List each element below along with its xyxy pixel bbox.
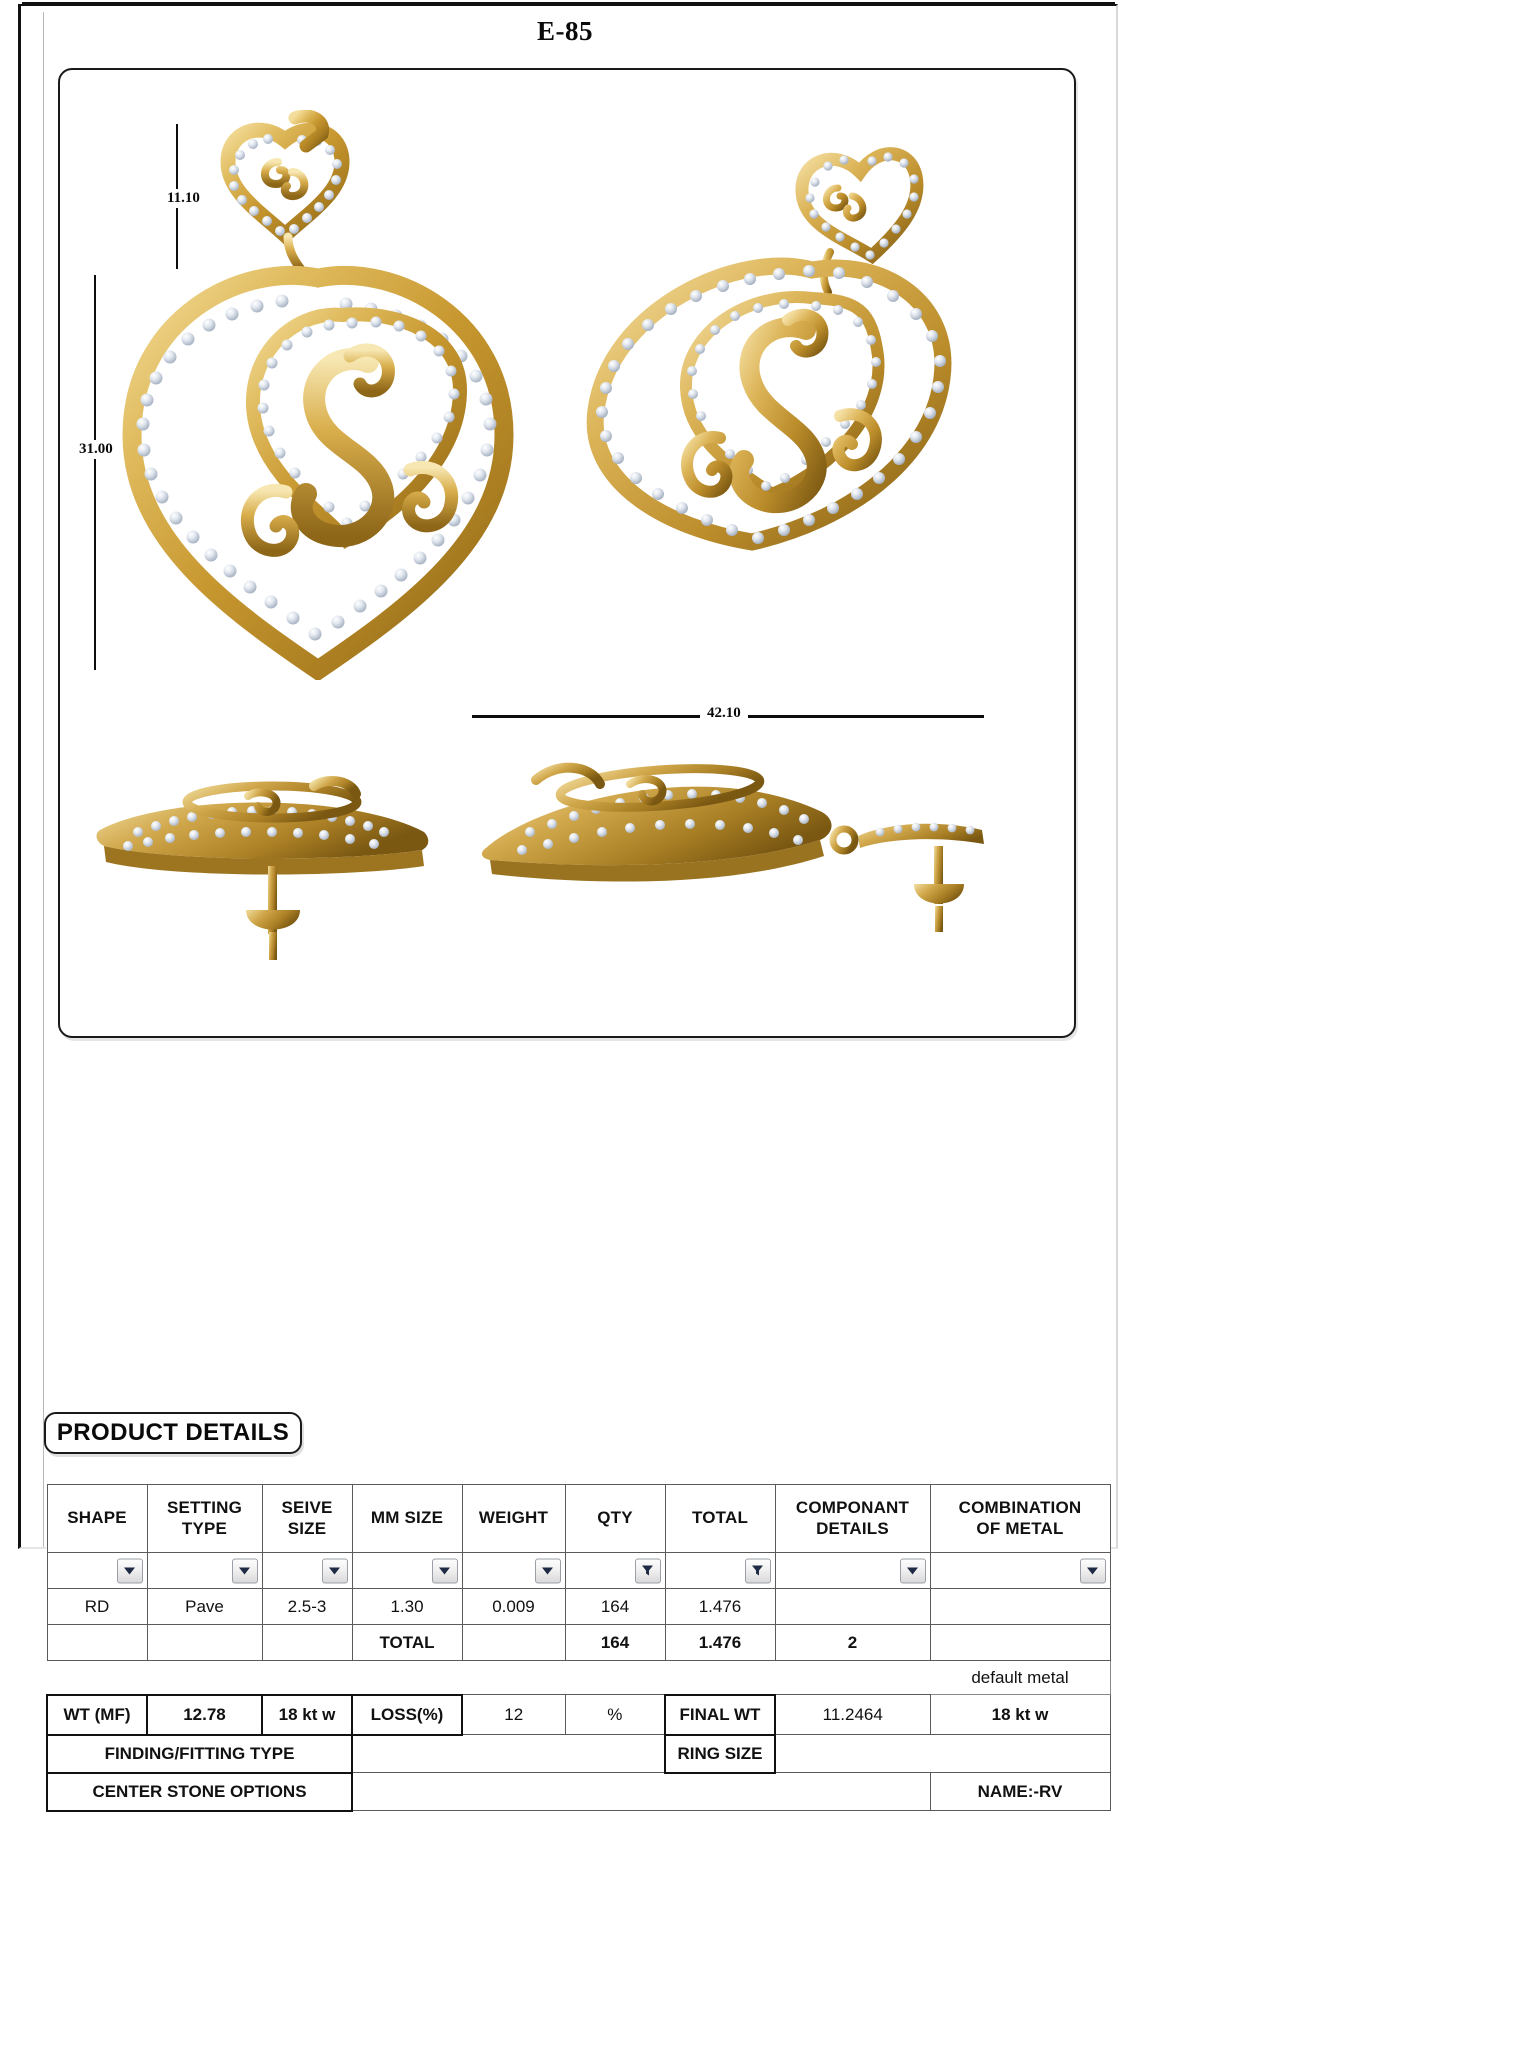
total-cell-qty: 164 [565, 1625, 665, 1661]
total-cell-combination-of-metal [930, 1625, 1110, 1661]
filter-cell-seive-size[interactable] [262, 1553, 352, 1589]
cell-weight: 0.009 [462, 1589, 565, 1625]
product-details-table-wrapper [46, 1484, 1109, 1812]
final-wt-label: FINAL WT [665, 1695, 775, 1735]
dropdown-arrow-icon[interactable] [322, 1558, 348, 1583]
wt-mf-value: 12.78 [147, 1695, 262, 1735]
ring-size-label: RING SIZE [665, 1735, 775, 1773]
center-stone-options-value[interactable] [352, 1773, 930, 1811]
earring-front-view [110, 110, 540, 680]
table-header-row [47, 1485, 1110, 1553]
filter-cell-shape[interactable] [47, 1553, 147, 1589]
col-header-seive-size[interactable]: SEIVE SIZE [262, 1485, 352, 1553]
default-metal-note: default metal [930, 1661, 1110, 1695]
table-default-metal-row [47, 1661, 1110, 1695]
blank-cell-3 [262, 1661, 352, 1695]
total-cell-setting-type [147, 1625, 262, 1661]
filter-cell-setting-type[interactable] [147, 1553, 262, 1589]
total-cell-weight [462, 1625, 565, 1661]
col-header-qty[interactable]: QTY [565, 1485, 665, 1553]
filter-cell-qty[interactable] [565, 1553, 665, 1589]
col-header-shape[interactable]: SHAPE [47, 1485, 147, 1553]
blank-cell-6 [565, 1661, 665, 1695]
cell-seive-size: 2.5-3 [262, 1589, 352, 1625]
loss-value: 12 [462, 1695, 565, 1735]
blank-cell-1 [47, 1661, 147, 1695]
final-wt-value: 11.2464 [775, 1695, 930, 1735]
cell-mm-size: 1.30 [352, 1589, 462, 1625]
dropdown-arrow-icon[interactable] [535, 1558, 561, 1583]
filter-funnel-icon[interactable] [745, 1558, 771, 1583]
cell-total: 1.476 [665, 1589, 775, 1625]
total-cell-shape [47, 1625, 147, 1661]
center-stone-options-label: CENTER STONE OPTIONS [47, 1773, 352, 1811]
page-title: E-85 [537, 15, 593, 46]
designer-name: NAME:-RV [930, 1773, 1110, 1811]
dimension-label-top-height: 11.10 [164, 189, 203, 208]
filter-cell-weight[interactable] [462, 1553, 565, 1589]
product-details-label: PRODUCT DETAILS [56, 1419, 290, 1446]
cell-setting-type: Pave [147, 1589, 262, 1625]
filter-cell-componant-details[interactable] [775, 1553, 930, 1589]
final-metal: 18 kt w [930, 1695, 1110, 1735]
dimension-label-overall-width: 42.10 [700, 705, 748, 722]
wt-mf-label: WT (MF) [47, 1695, 147, 1735]
filter-funnel-icon[interactable] [635, 1558, 661, 1583]
filter-cell-total[interactable] [665, 1553, 775, 1589]
total-cell-seive-size [262, 1625, 352, 1661]
ring-size-value[interactable] [775, 1735, 1110, 1773]
col-header-total[interactable]: TOTAL [665, 1485, 775, 1553]
table-weight-row [47, 1695, 1110, 1735]
total-cell-componant-details: 2 [775, 1625, 930, 1661]
finding-fitting-label: FINDING/FITTING TYPE [47, 1735, 352, 1773]
dropdown-arrow-icon[interactable] [900, 1558, 926, 1583]
total-label: TOTAL [352, 1625, 462, 1661]
dropdown-arrow-icon[interactable] [1080, 1558, 1106, 1583]
blank-cell-2 [147, 1661, 262, 1695]
product-details-heading [44, 1412, 302, 1454]
wt-karat: 18 kt w [262, 1695, 352, 1735]
loss-unit: % [565, 1695, 665, 1735]
table-center-stone-row [47, 1773, 1110, 1811]
dimension-label-overall-height: 31.00 [76, 440, 116, 459]
dropdown-arrow-icon[interactable] [117, 1558, 143, 1583]
col-header-weight[interactable]: WEIGHT [462, 1485, 565, 1553]
product-details-table [46, 1484, 1111, 1812]
cell-shape: RD [47, 1589, 147, 1625]
cell-qty: 164 [565, 1589, 665, 1625]
earring-side-view-right [470, 740, 1030, 970]
col-header-combination-of-metal[interactable]: COMBINATION OF METAL [930, 1485, 1110, 1553]
table-filter-row [47, 1553, 1110, 1589]
col-header-mm-size[interactable]: MM SIZE [352, 1485, 462, 1553]
blank-cell-5 [462, 1661, 565, 1695]
cell-componant-details [775, 1589, 930, 1625]
dropdown-arrow-icon[interactable] [232, 1558, 258, 1583]
finding-fitting-value[interactable] [352, 1735, 665, 1773]
filter-cell-combination-of-metal[interactable] [930, 1553, 1110, 1589]
blank-cell-4 [352, 1661, 462, 1695]
earring-angled-view [560, 130, 980, 570]
dimension-line-overall-height [94, 275, 96, 670]
table-total-row [47, 1625, 1110, 1661]
total-cell-total: 1.476 [665, 1625, 775, 1661]
col-header-setting-type[interactable]: SETTING TYPE [147, 1485, 262, 1553]
dropdown-arrow-icon[interactable] [432, 1558, 458, 1583]
filter-cell-mm-size[interactable] [352, 1553, 462, 1589]
col-header-componant-details[interactable]: COMPONANT DETAILS [775, 1485, 930, 1553]
blank-cell-8 [775, 1661, 930, 1695]
table-finding-row [47, 1735, 1110, 1773]
table-row [47, 1589, 1110, 1625]
loss-label: LOSS(%) [352, 1695, 462, 1735]
blank-cell-7 [665, 1661, 775, 1695]
cell-combination-of-metal [930, 1589, 1110, 1625]
earring-side-view-left [78, 750, 468, 970]
